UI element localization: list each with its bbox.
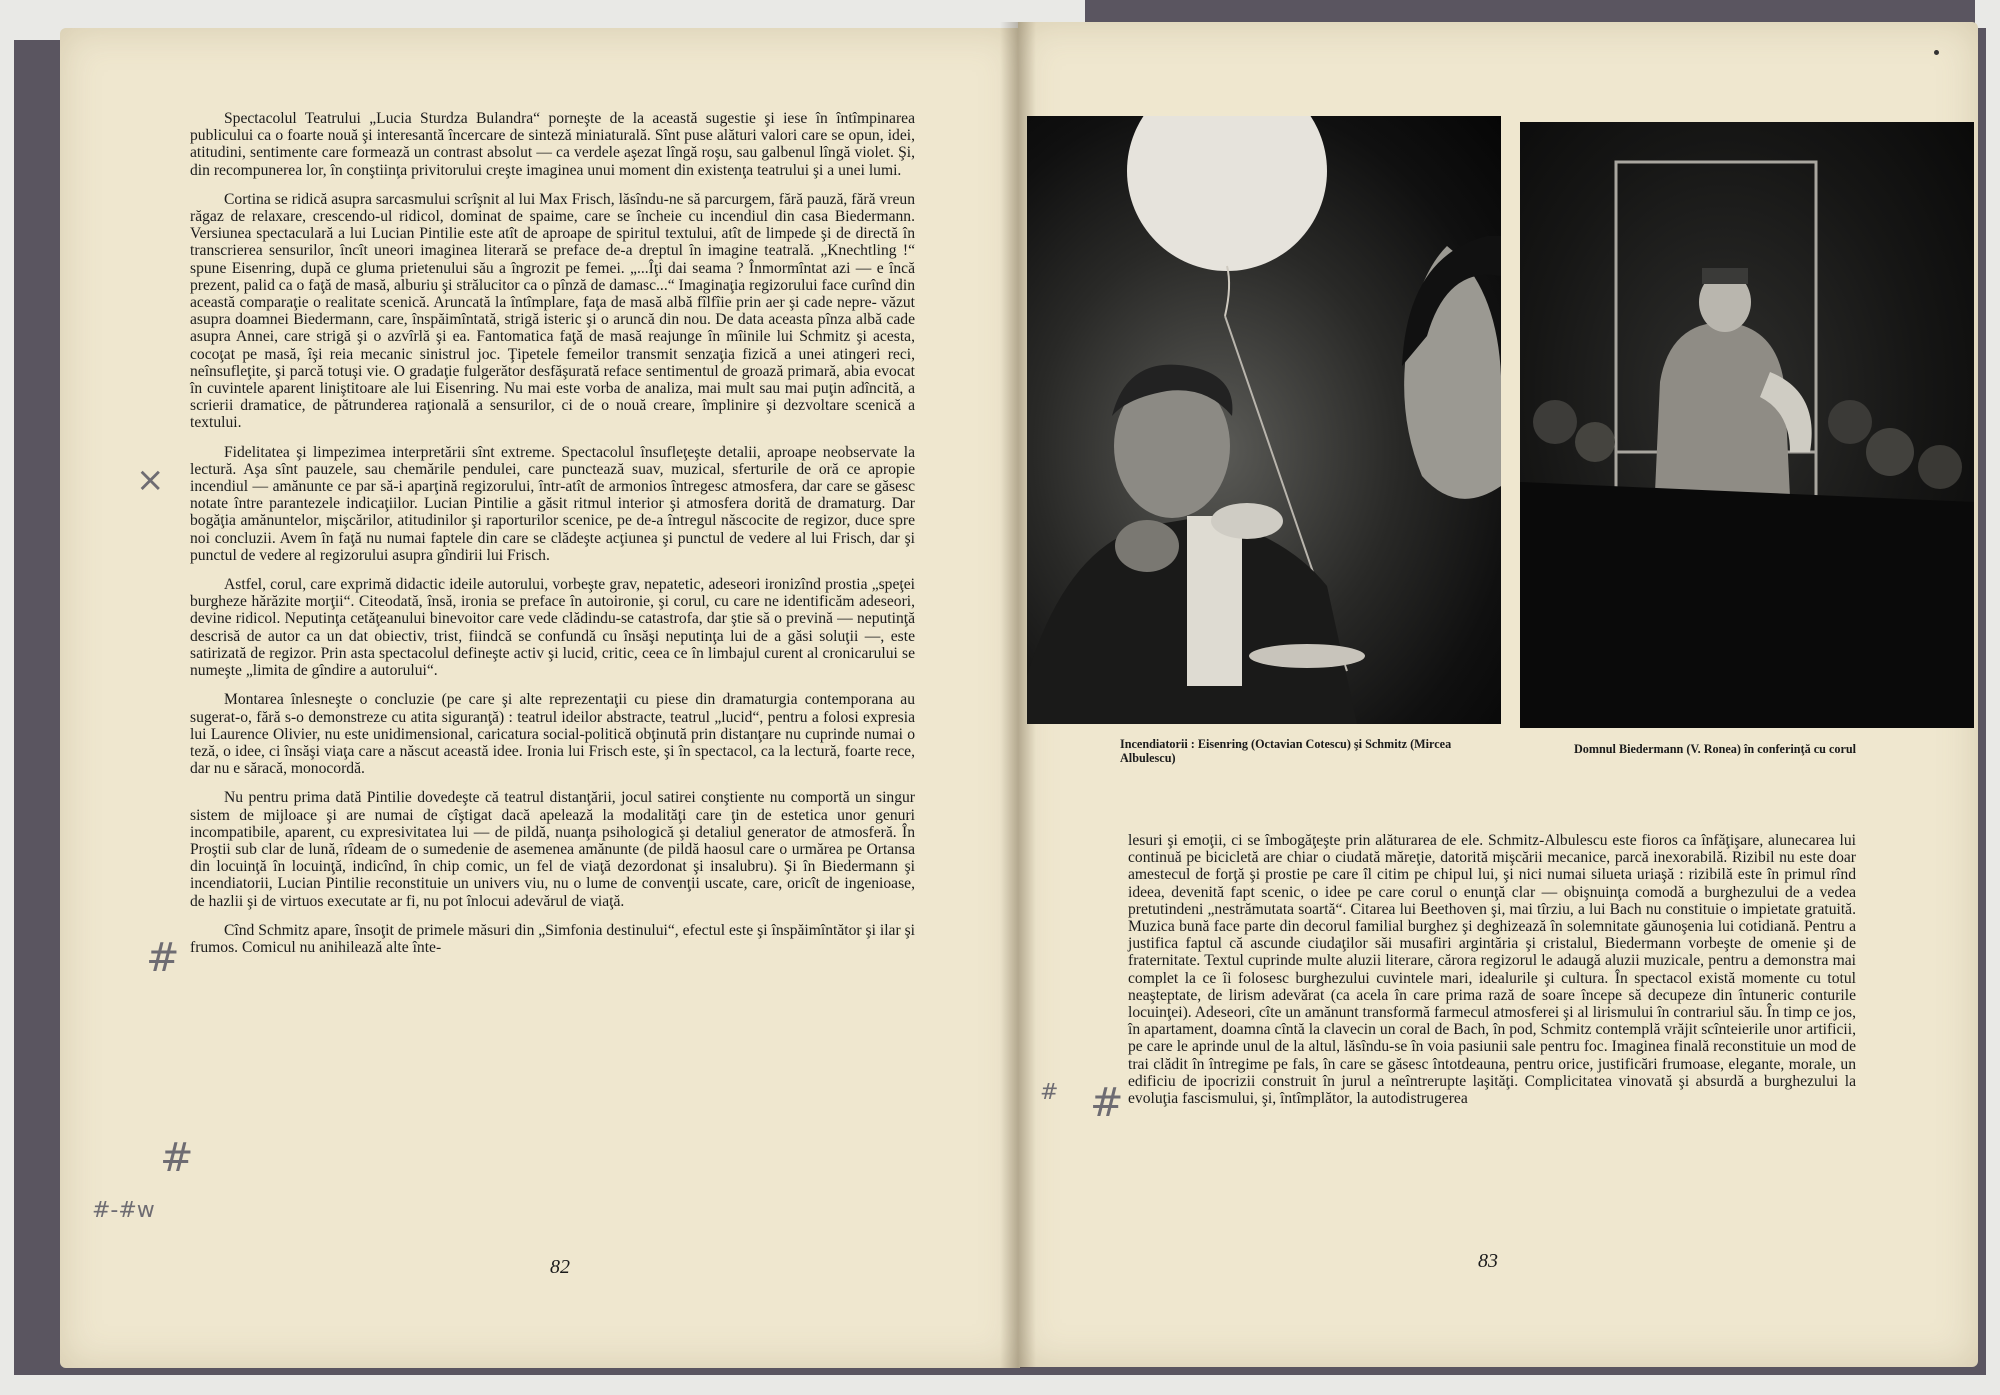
left-page-text bbox=[190, 110, 915, 968]
stage-scene-illustration bbox=[1027, 116, 1501, 724]
paragraph: lesuri şi emoţii, ci se îmbogăţeşte prin alăturarea de ele. Schmitz-Albulescu este fioros ca înfăţişare, alunecarea lui continuă pe bicicletă are chiar o ciudată măreţie, datorită mişcării mecanice, parcă inexorabilă. Rizibil nu este doar amestecul de forţă şi prostie pe care îl citim pe chipul lui, şi nici numai silueta uriaşă : rizibilă este în primul rînd ideea, devenită fapt scenic, o idee pe care corul o enunţă clar — obişnuinţa comodă a burghezului de a vedea pretutindeni „nestrămutata soartă“. Citarea lui Beethoven şi, mai tîrziu, a lui Bach nu constituie o impietate gratuită. Muzica bună face parte din decorul familial burghez şi deghizează în solemnitate găunoşenia lui cotidiană. Pentru a justifica faptul că ascunde ciudaţilor săi musafiri argintăria şi cristalul, Biedermann vorbeşte de omenie şi de fraternitate. Textul cuprinde multe aluzii literare, cărora regizorul le adaugă aluzii muzicale, pentru a demonstra mai complet la ce îi folosesc burghezului cuvintele mari, idealurile şi cultura. În spectacol există momente cu totul neaşteptate, de lirism adevărat (ca acela în care prima rază de soare începe să decupeze din întuneric conturile locuinţei). Adeseori, cîte un amănunt transformă farmecul atmosferei şi al lirismului în contrariul său. În timp ce jos, în apartament, doamna cîntă la clavecin un coral de Bach, în pod, Schmitz contemplă vrăjit scînteierile unor artificii, pe care le aprinde unul de la altul, lăsîndu-se în voia pasiunii sale pentru foc. Imaginea finală reconstituie un mod de trai clădit în întregime pe fals, în care se găsesc întotdeauna, pentru orice, justificări frumoase, elegante, morale, un edificiu de ipocrizii construit în jurul a neîntrerupte laşităţi. Complicitatea vinovată şi absurdă a burghezului la evoluţia fascismului, şi, întîmplător, la autodistrugerea bbox=[1128, 832, 1856, 1108]
paragraph: Cortina se ridică asupra sarcasmului scrîşnit al lui Max Frisch, lăsîndu-ne să parcurgem, fără pauză, fără vreun răgaz de relaxare, crescendo-ul ridicol, dominat de spaime, care se încheie cu incendiul din casa Biedermann. Versiunea spectaculară a lui Lucian Pintilie este atît de aproape de spiritul textului, atît de limpede şi de directă în transcrierea sensurilor, încît uneori imaginea literară se preface de-a dreptul în imagine teatrală. „Knechtling !“ spune Eisenring, după ce gluma prietenului său a îngrozit pe femei. „...Îţi dai seama ? Înmormîntat azi — e încă prezent, palid ca o faţă de masă, alburiu şi strălucitor ca o pînză de damasc...“ Imaginaţia regizorului face curînd din această comparaţie o realitate scenică. Aruncată la întîmplare, faţa de masă albă fîlfîie prin aer şi cade nepre- văzut asupra doamnei Biedermann, care, înspăimîntată, strigă isteric şi o aruncă din nou. De data aceasta pînza albă cade asupra Annei, care strigă şi o azvîrlă şi ea. Fantomatica faţă de masă reajunge în mîinile lui Schmitz şi acesta, cocoţat pe masă, îşi reia mecanic sinistrul joc. Ţipetele femeilor transmit senzaţia fizică a unei atingeri reci, neînsufleţite, şi parcă totuşi vie. O gradaţie fulgerător desfăşurată reface sentimentul de groază primară, abia evocat în cuvintele aparent liniştitoare ale lui Eisenring. Nu mai este vorba de analiza, mai mult sau mai puţin adîncită, a scrierii dramatice, de pătrunderea raţională a sensurilor, ci de o nouă creare, împlinire şi dezvoltare scenică a textului. bbox=[190, 190, 915, 432]
margin-annotation-hash: # bbox=[160, 1135, 194, 1181]
page-number-left: 82 bbox=[550, 1256, 570, 1278]
paragraph: Spectacolul Teatrului „Lucia Sturdza Bulandra“ porneşte de la această sugestie şi iese în întîmpinarea publicului ca o foarte nouă şi interesantă încercare de sinteză miniaturală. Sînt puse alături valori care se opun, idei, atitudini, sentimente care formează un contrast absolut — ca verdele aşezat lîngă roşu, sau galbenul lîngă violet. Şi, din recompunerea lor, în conştiinţa privitorului creşte imaginea unui moment din existenţa teatrului şi a unei lumi. bbox=[190, 110, 915, 179]
margin-annotation-scribble: #-#w bbox=[92, 1198, 155, 1223]
page-number-right: 83 bbox=[1478, 1250, 1498, 1272]
paragraph: Fidelitatea şi limpezimea interpretării sînt extreme. Spectacolul însufleţeşte detalii, aproape neobservate la lectură. Aşa sînt pauzele, sau chemările pendulei, care punctează suav, muzical, sferturile de oră ce apropie incendiul — amănunte ce par să-i aparţină regizorului, într-atît de armonios întregesc atmosfera, dar care se găsesc notate între parantezele indicaţiilor. Lucian Pintilie a găsit ritmul interior şi atmosfera dorită de dramaturg. Dar bogăţia amănuntelor, mişcărilor, atitudinilor şi raporturilor scenice, pe de-a întregul născocite de regizor, duce spre noi concluzii. Avem în faţă nu numai faptele din care se clădeşte acţiunea şi punctul de vedere al lui Frisch, dar şi punctul de vedere al regizorului asupra gîndirii lui Frisch. bbox=[190, 443, 915, 564]
paragraph: Nu pentru prima dată Pintilie dovedeşte că teatrul distanţării, jocul satirei conştiente nu comportă un singur sistem de mijloace şi are numai de cîştigat dacă apelează la modalităţi care ţin de estetica unor genuri incompatibile, aparent, cu expresivitatea lui — de pildă, nuanţa psihologică şi detaliul generator de atmosferă. În Proştii sub clar de lună, rîdeam de o sumedenie de asemenea amănunte (de pildă haosul care o urmărea pe Ortansa din locuinţă în locuinţă, indicînd, în chip comic, un fel de viaţă dezordonat şi insalubru). Şi în Biedermann şi incendiatorii, Lucian Pintilie reconstituie un univers viu, nu o lume de convenţii uscate, care, oricît de ingenioase, de hazlii şi de virtuos executate ar fi, nu pot înlocui adevărul de viaţă. bbox=[190, 789, 915, 910]
paragraph: Montarea înlesneşte o concluzie (pe care şi alte reprezentaţii cu piese din dramaturgia contemporana au sugerat-o, fără s-o demonstreze cu atita siguranţă) : teatrul ideilor abstracte, teatrul „lucid“, pentru a folosi expresia lui Laurence Olivier, nu este unidimensional, caricatura social-politică obţinută prin distanţare nu cuprinde numai o teză, o idee, ci însăşi viaţa care a născut această idee. Ironia lui Frisch este, şi în spectacol, ca la lectură, foarte rece, dar nu e săracă, monocordă. bbox=[190, 691, 915, 778]
margin-annotation-x: × bbox=[136, 460, 165, 500]
photo-caption-left: Incendiatorii : Eisenring (Octavian Cotescu) şi Schmitz (Mircea Albulescu) bbox=[1120, 737, 1452, 765]
margin-annotation-scribble: # bbox=[1040, 1080, 1059, 1105]
margin-annotation-hash: # bbox=[1090, 1080, 1124, 1126]
photo-incendiatorii bbox=[1027, 116, 1501, 724]
chorus-scene-illustration bbox=[1520, 122, 1974, 728]
margin-annotation-hash: # bbox=[146, 935, 180, 981]
photo-caption-right: Domnul Biedermann (V. Ronea) în conferinţă cu corul bbox=[1573, 742, 1857, 756]
paragraph: Cînd Schmitz apare, însoţit de primele măsuri din „Simfonia destinului“, efectul este şi înspăimîntător şi ilar şi frumos. Comicul nu anihilează alte înte- bbox=[190, 921, 915, 956]
right-page-text bbox=[1128, 832, 1856, 1119]
paragraph: Astfel, corul, care exprimă didactic ideile autorului, vorbeşte grav, nepatetic, adeseori ironizînd prostia „speţei burgheze hărăzite morţii“. Citeodată, însă, ironia se preface în autoironie, şi corul, cu care ne identificăm adeseori, devine ridicol. Neputinţa cetăţeanului binevoitor care vede clădindu-se catastrofa, dar ştie să o prevină — neputinţă descrisă de autor ca un dat obiectiv, trist, fiindcă se confundă cu însăşi neputinţa lui de a găsi soluţii —, este satirizată de regizor. Prin asta spectacolul defineşte activ şi lucid, critic, ceea ce în limbajul curent al cronicarului se numeşte „limita de gîndire a autorului“. bbox=[190, 576, 915, 680]
photo-biedermann-corul bbox=[1520, 122, 1974, 728]
page-speck bbox=[1934, 50, 1939, 55]
